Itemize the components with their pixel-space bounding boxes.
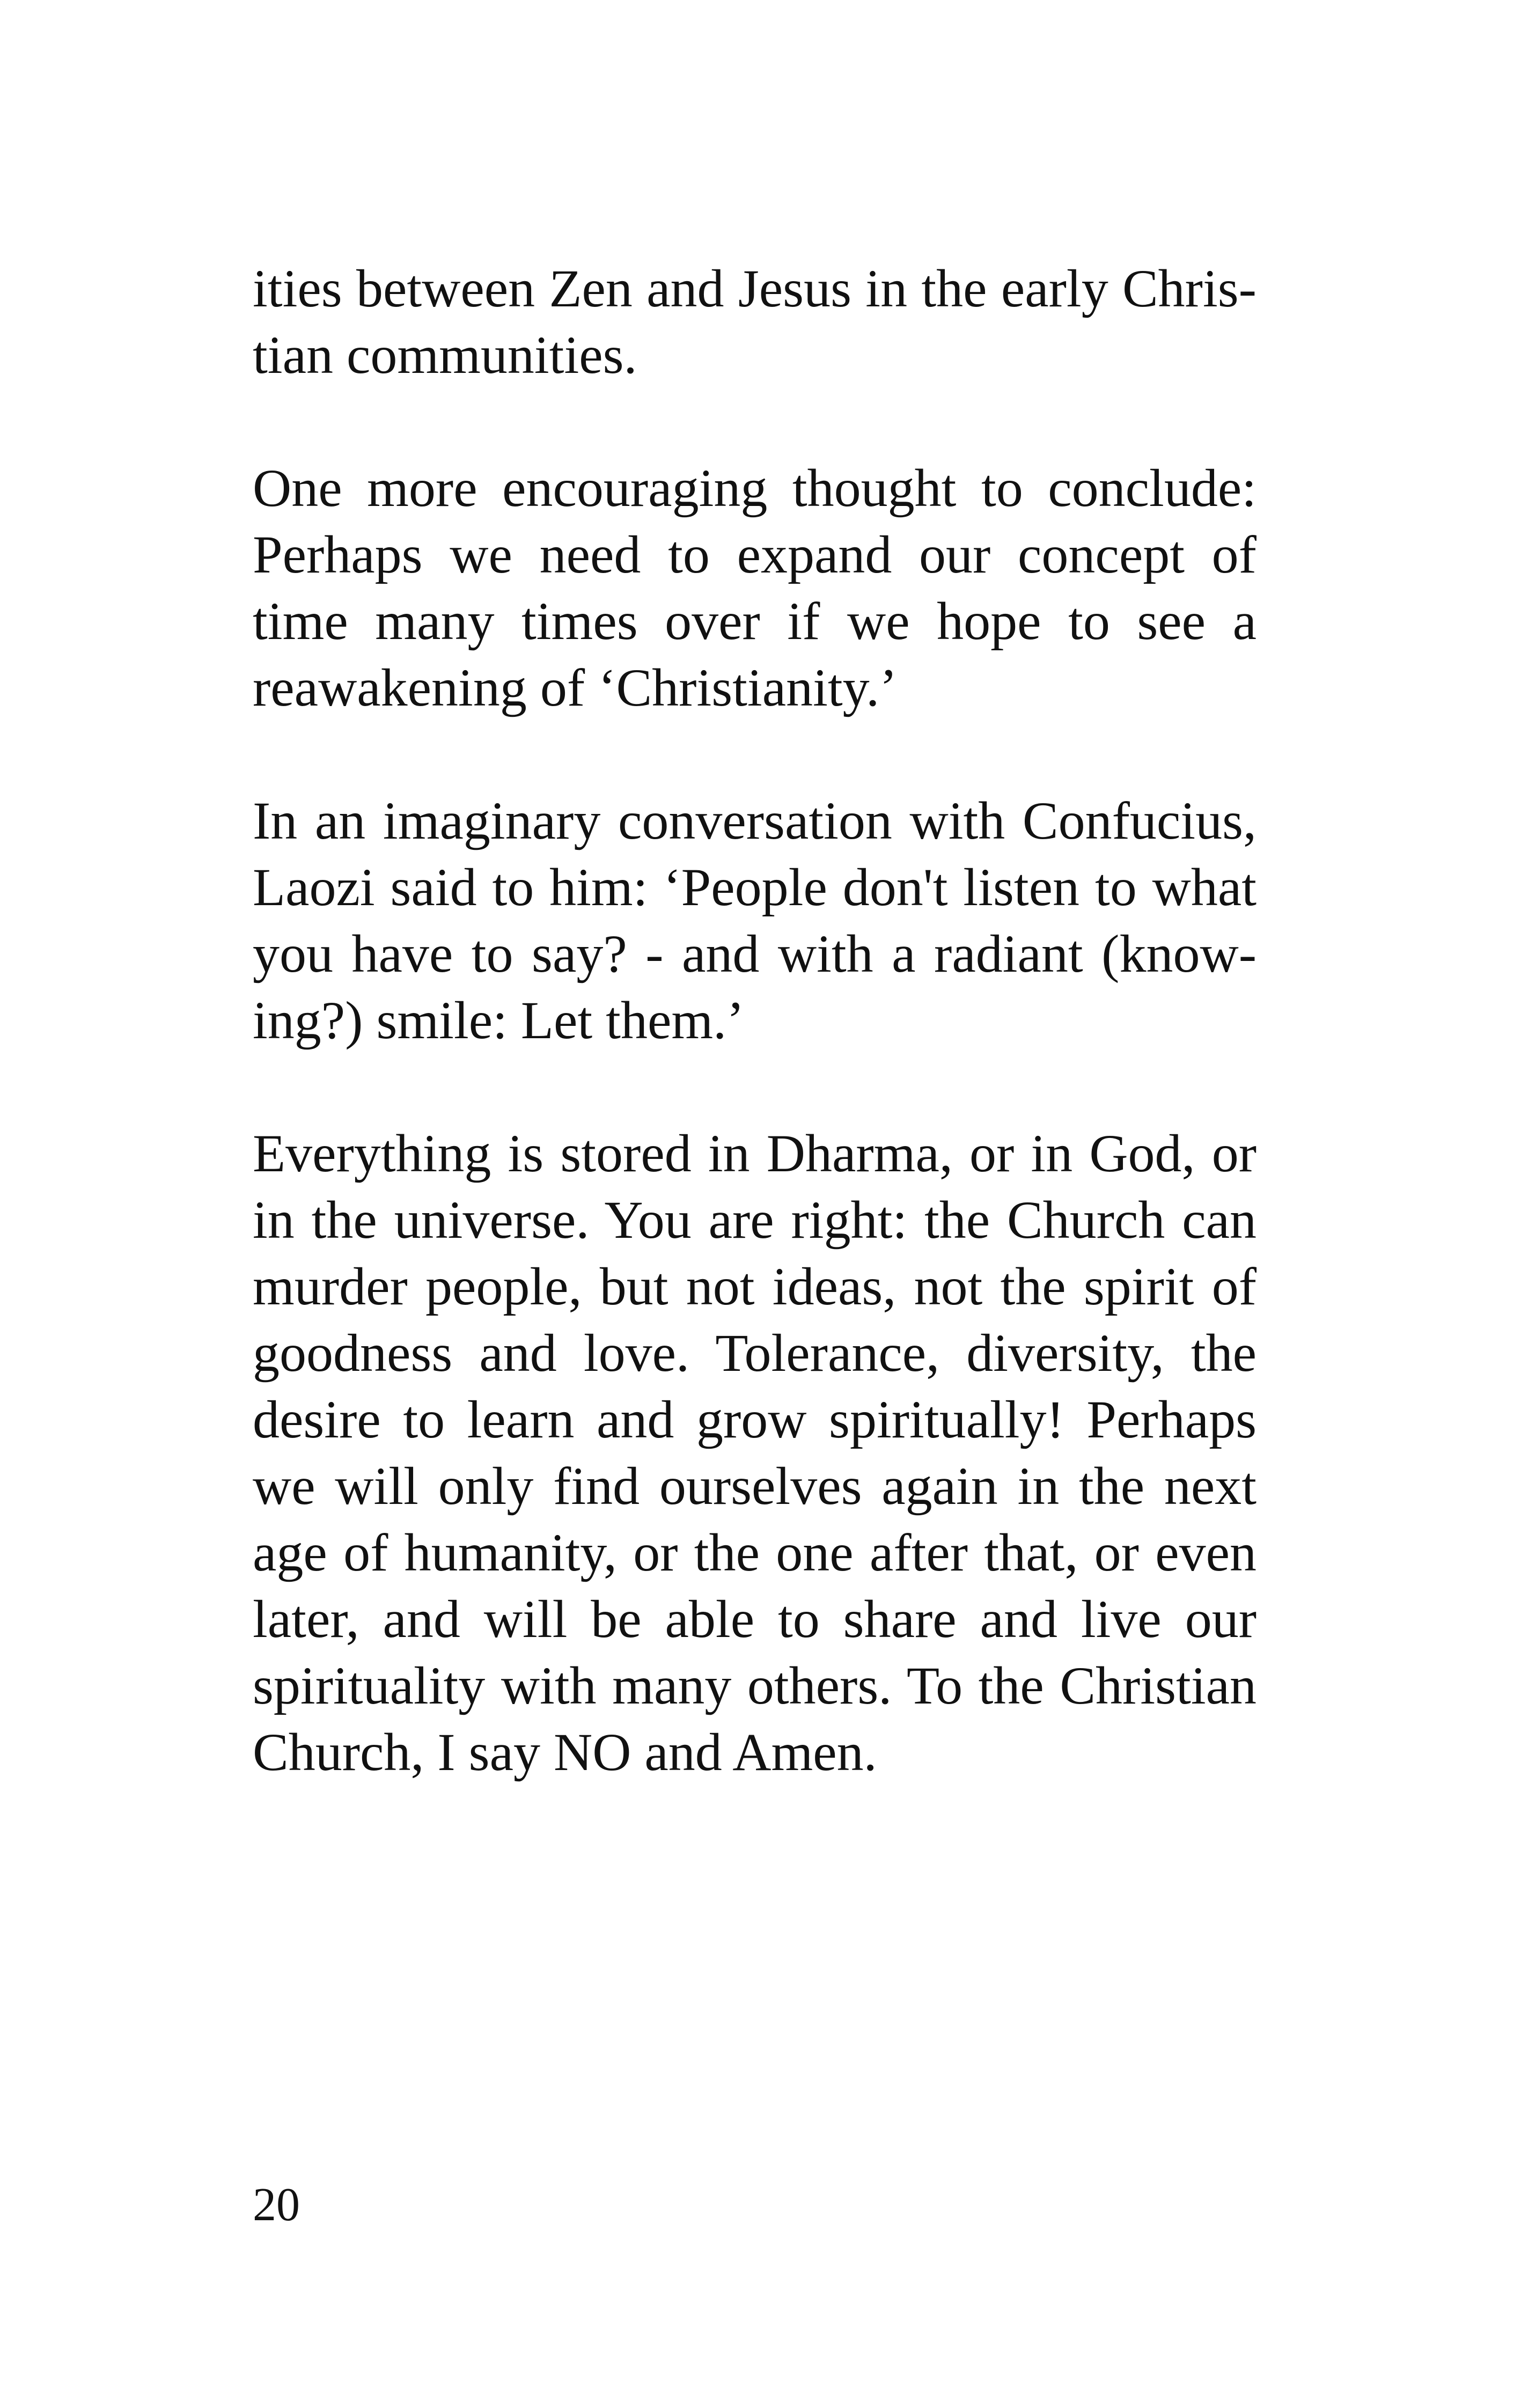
body-text [253, 255, 1257, 1852]
text-line: Laozi said to him: ‘People don't listen to what [253, 857, 1257, 917]
text-line: In an imaginary conversation with Confucius, [253, 791, 1257, 850]
text-line: Church, I say NO and Amen. [253, 1722, 877, 1782]
text-line: murder people, but not ideas, not the spirit of [253, 1257, 1257, 1316]
text-line: in the universe. You are right: the Church can [253, 1190, 1257, 1250]
text-line: you have to say? - and with a radiant (know- [253, 924, 1257, 983]
text-line: age of humanity, or the one after that, or even [253, 1523, 1257, 1582]
text-line: goodness and love. Tolerance, diversity, the [253, 1323, 1257, 1383]
text-line: reawakening of ‘Christianity.’ [253, 658, 898, 717]
text-line: ing?) smile: Let them.’ [253, 990, 745, 1050]
text-line: we will only find ourselves again in the next [253, 1456, 1257, 1516]
paragraph-3 [253, 788, 1257, 1054]
text-line: tian communities. [253, 325, 637, 385]
text-line: spirituality with many others. To the Christian [253, 1656, 1257, 1715]
text-line: later, and will be able to share and live our [253, 1589, 1257, 1649]
text-line: One more encouraging thought to conclude: [253, 458, 1257, 518]
text-line: ities between Zen and Jesus in the early Chris- [253, 259, 1257, 318]
paragraph-4 [253, 1120, 1257, 1786]
paragraph-1 [253, 255, 1257, 388]
page-number: 20 [253, 2179, 300, 2231]
text-line: Everything is stored in Dharma, or in God, or [253, 1124, 1257, 1183]
text-line: time many times over if we hope to see a [253, 591, 1257, 651]
text-line: Perhaps we need to expand our concept of [253, 525, 1257, 584]
paragraph-2 [253, 455, 1257, 721]
text-line: desire to learn and grow spiritually! Perhaps [253, 1390, 1257, 1449]
